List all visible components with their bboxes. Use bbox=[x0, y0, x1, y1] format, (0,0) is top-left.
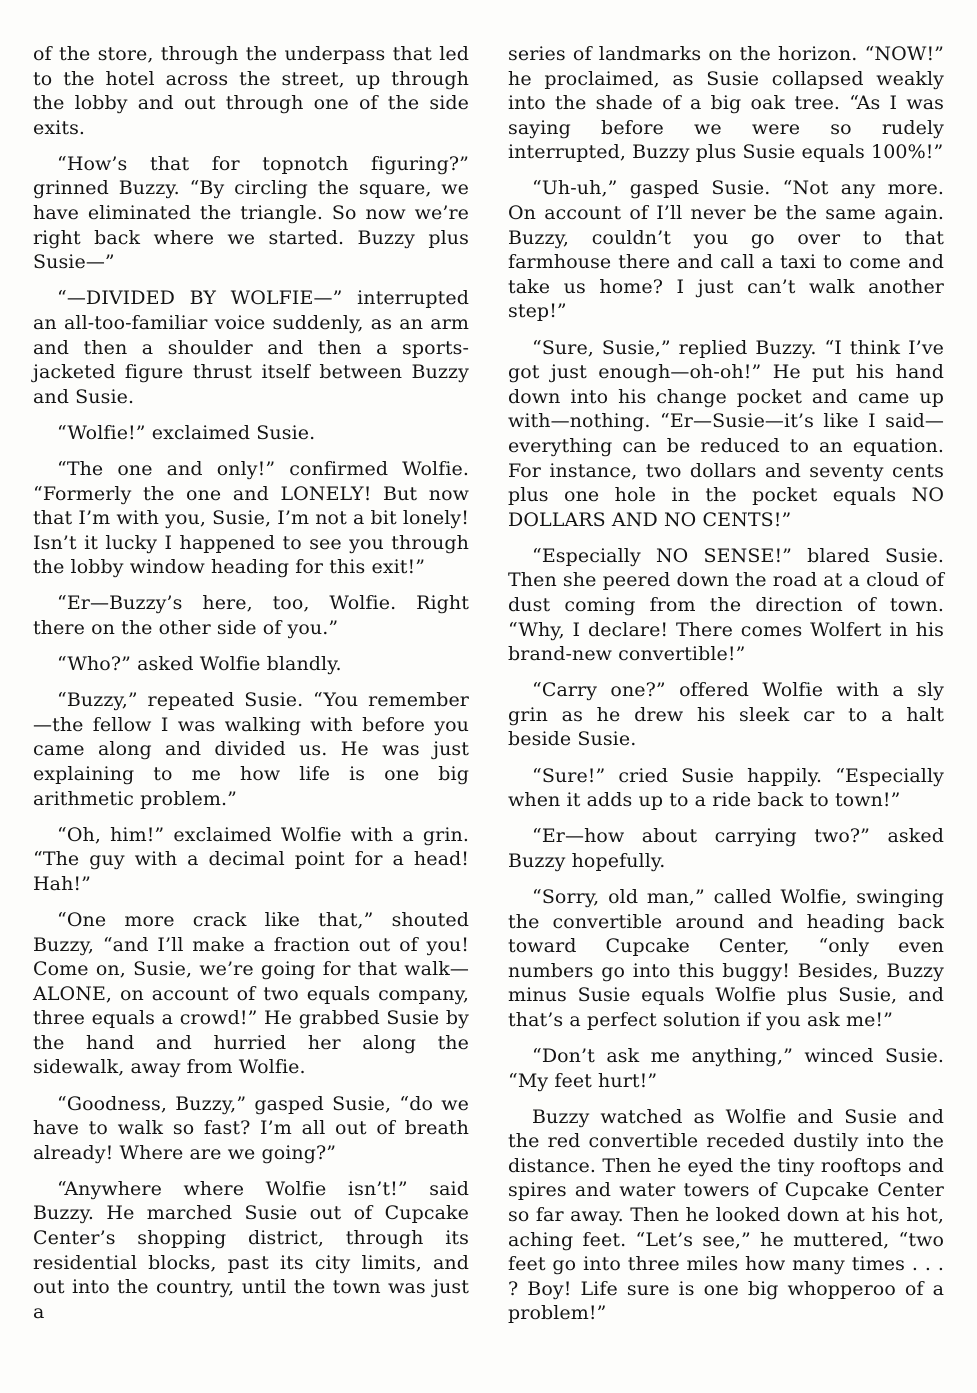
paragraph: “One more crack like that,” shouted Buzzy, “and I’ll make a fraction out of you! Come on, Susie, we’re going for that walk—ALONE, on account of two equals company, three equals a crowd!” He grabbed Susie by the hand and hurried her along the sidewalk, away from Wolfie. bbox=[33, 908, 469, 1079]
right-text-column bbox=[508, 42, 944, 1338]
paragraph: “—DIVIDED BY WOLFIE—” interrupted an all-too-familiar voice suddenly, as an arm and then a shoulder and then a sports-jacketed figure thrust itself between Buzzy and Susie. bbox=[33, 287, 469, 408]
paragraph: “Er—Buzzy’s here, too, Wolfie. Right there on the other side of you.” bbox=[33, 592, 469, 639]
paragraph: “Oh, him!” exclaimed Wolfie with a grin. “The guy with a decimal point for a head! Hah!” bbox=[33, 823, 469, 895]
paragraph: “Uh-uh,” gasped Susie. “Not any more. On account of I’ll never be the same again. Buzzy, couldn’t you go over to that farmhouse there and call a taxi to come and take us home? I just can’t walk another step!” bbox=[508, 177, 944, 323]
paragraph: “The one and only!” confirmed Wolfie. “Formerly the one and LONELY! But now that I’m with you, Susie, I’m not a bit lonely! Isn’t it lucky I happened to see you through the lobby window heading for this exit!” bbox=[33, 457, 469, 579]
paragraph: “Wolfie!” exclaimed Susie. bbox=[57, 421, 316, 444]
paragraph: Buzzy watched as Wolfie and Susie and the red convertible receded dustily into the distance. Then he eyed the tiny rooftops and spires and water towers of Cupcake Center so far away. Then he looked down at his hot, aching feet. “Let’s see,” he muttered, “two feet go into three miles how many times . . . ? Boy! Life sure is one big whopperoo of a problem!” bbox=[508, 1105, 944, 1325]
paragraph: “Sorry, old man,” called Wolfie, swinging the convertible around and heading back toward Cupcake Center, “only even numbers go into this buggy! Besides, Buzzy minus Susie equals Wolfie plus Susie, and that’s a perfect solution if you ask me!” bbox=[508, 885, 944, 1031]
paragraph: “Er—how about carrying two?” asked Buzzy hopefully. bbox=[508, 825, 944, 872]
paragraph: series of landmarks on the horizon. “NOW!” he proclaimed, as Susie collapsed weakly into the shade of a big oak tree. “As I was saying before we were so rudely interrupted, Buzzy plus Susie equals 100%!” bbox=[508, 43, 944, 164]
paragraph: “Buzzy,” repeated Susie. “You remember—the fellow I was walking with before you came along and divided us. He was just explaining to me how life is one big arithmetic problem.” bbox=[33, 689, 469, 810]
paragraph: “Anywhere where Wolfie isn’t!” said Buzzy. He marched Susie out of Cupcake Center’s shopping district, through its residential blocks, past its city limits, and out into the country, until the town was just a bbox=[33, 1177, 469, 1323]
paragraph: “How’s that for topnotch figuring?” grinned Buzzy. “By circling the square, we have eliminated the triangle. So now we’re right back where we started. Buzzy plus Susie—” bbox=[33, 152, 469, 274]
paragraph: “Who?” asked Wolfie blandly. bbox=[57, 653, 342, 676]
paragraph: “Carry one?” offered Wolfie with a sly grin as he drew his sleek car to a halt beside Susie. bbox=[508, 679, 944, 751]
paragraph: “Don’t ask me anything,” winced Susie. “My feet hurt!” bbox=[508, 1044, 944, 1092]
paragraph: “Sure, Susie,” replied Buzzy. “I think I’ve got just enough—oh-oh!” He put his hand down into his change pocket and came up with—nothing. “Er—Susie—it’s like I said—everything can be reduced to an equation. For instance, two dollars and seventy cents plus one hole in the pocket equals NO DOLLARS AND NO CENTS!” bbox=[508, 336, 944, 531]
paragraph: of the store, through the underpass that led to the hotel across the street, up through the lobby and out through one of the side exits. bbox=[33, 43, 469, 139]
left-text-column bbox=[33, 42, 469, 1336]
paragraph: “Sure!” cried Susie happily. “Especially when it adds up to a ride back to town!” bbox=[508, 764, 944, 812]
paragraph: “Especially NO SENSE!” blared Susie. Then she peered down the road at a cloud of dust coming from the direction of town. “Why, I declare! There comes Wolfert in his brand-new convertible!” bbox=[508, 544, 944, 666]
paragraph: “Goodness, Buzzy,” gasped Susie, “do we have to walk so fast? I’m all out of breath already! Where are we going?” bbox=[33, 1092, 469, 1164]
